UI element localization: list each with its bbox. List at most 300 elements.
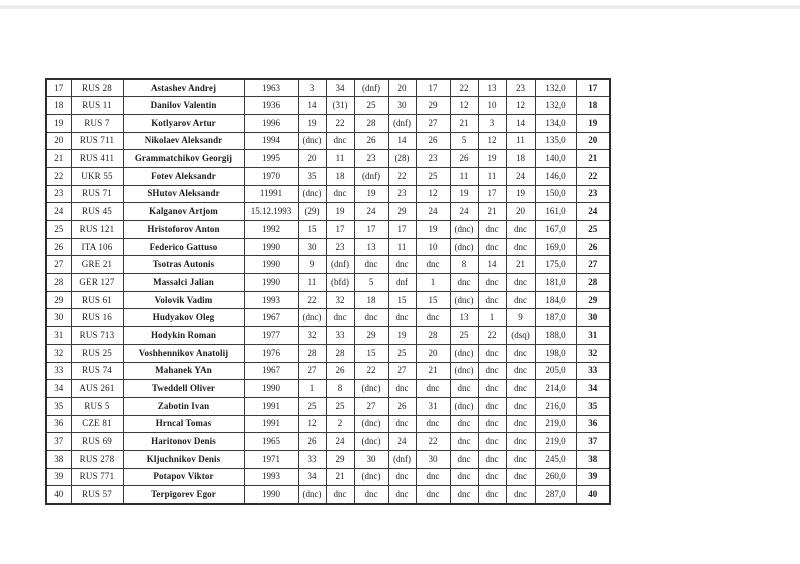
year-cell: 1990 <box>244 274 298 292</box>
race-3-score-cell: (dnc) <box>354 380 388 398</box>
sail-number-cell: RUS 713 <box>71 327 123 345</box>
name-cell: Massalci Jalian <box>123 274 244 292</box>
final-rank-cell: 23 <box>576 185 610 203</box>
sail-number-cell: RUS 69 <box>71 433 123 451</box>
race-6-score-cell: 22 <box>450 79 478 97</box>
race-1-score-cell: 34 <box>298 468 326 486</box>
race-5-score-cell: 23 <box>416 150 450 168</box>
name-cell: Haritonov Denis <box>123 433 244 451</box>
total-points-cell: 175,0 <box>535 256 576 274</box>
rank-cell: 17 <box>46 79 71 97</box>
race-5-score-cell: 28 <box>416 327 450 345</box>
race-2-score-cell: 19 <box>326 203 354 221</box>
table-row <box>46 327 610 345</box>
final-rank-cell: 21 <box>576 150 610 168</box>
rank-cell: 40 <box>46 486 71 504</box>
sail-number-cell: RUS 45 <box>71 203 123 221</box>
race-3-score-cell: 5 <box>354 274 388 292</box>
race-3-score-cell: dnc <box>354 256 388 274</box>
table-row <box>46 362 610 380</box>
total-points-cell: 219,0 <box>535 415 576 433</box>
race-7-score-cell: 1 <box>478 309 506 327</box>
rank-cell: 28 <box>46 274 71 292</box>
rank-cell: 24 <box>46 203 71 221</box>
race-1-score-cell: (dnc) <box>298 185 326 203</box>
year-cell: 1993 <box>244 468 298 486</box>
race-2-score-cell: 11 <box>326 150 354 168</box>
race-1-score-cell: 20 <box>298 150 326 168</box>
name-cell: Kotlyarov Artur <box>123 114 244 132</box>
name-cell: Nikolaev Aleksandr <box>123 132 244 150</box>
rank-cell: 25 <box>46 221 71 239</box>
rank-cell: 18 <box>46 97 71 115</box>
race-1-score-cell: (dnc) <box>298 486 326 504</box>
race-1-score-cell: (dnc) <box>298 309 326 327</box>
total-points-cell: 184,0 <box>535 291 576 309</box>
name-cell: Astashev Andrej <box>123 79 244 97</box>
race-5-score-cell: 26 <box>416 132 450 150</box>
race-3-score-cell: (dnc) <box>354 468 388 486</box>
race-3-score-cell: 19 <box>354 185 388 203</box>
race-7-score-cell: dnc <box>478 221 506 239</box>
year-cell: 1991 <box>244 397 298 415</box>
race-7-score-cell: dnc <box>478 450 506 468</box>
race-3-score-cell: (dnc) <box>354 415 388 433</box>
race-8-score-cell: 11 <box>506 132 535 150</box>
race-5-score-cell: 1 <box>416 274 450 292</box>
race-7-score-cell: 22 <box>478 327 506 345</box>
race-4-score-cell: 23 <box>388 185 416 203</box>
race-7-score-cell: dnc <box>478 397 506 415</box>
total-points-cell: 287,0 <box>535 486 576 504</box>
race-1-score-cell: 14 <box>298 97 326 115</box>
race-6-score-cell: (dnc) <box>450 291 478 309</box>
total-points-cell: 198,0 <box>535 344 576 362</box>
sail-number-cell: RUS 5 <box>71 397 123 415</box>
rank-cell: 26 <box>46 238 71 256</box>
race-5-score-cell: 10 <box>416 238 450 256</box>
race-2-score-cell: 29 <box>326 450 354 468</box>
race-7-score-cell: 13 <box>478 79 506 97</box>
total-points-cell: 169,0 <box>535 238 576 256</box>
name-cell: Voshhennikov Anatolij <box>123 344 244 362</box>
name-cell: Volovik Vadim <box>123 291 244 309</box>
race-3-score-cell: 15 <box>354 344 388 362</box>
sail-number-cell: RUS 25 <box>71 344 123 362</box>
race-1-score-cell: 12 <box>298 415 326 433</box>
race-6-score-cell: (dnc) <box>450 397 478 415</box>
race-4-score-cell: (dnf) <box>388 114 416 132</box>
race-6-score-cell: 13 <box>450 309 478 327</box>
year-cell: 1991 <box>244 415 298 433</box>
race-2-score-cell: dnc <box>326 309 354 327</box>
name-cell: Hudyakov Oleg <box>123 309 244 327</box>
final-rank-cell: 28 <box>576 274 610 292</box>
race-1-score-cell: 27 <box>298 362 326 380</box>
rank-cell: 32 <box>46 344 71 362</box>
race-4-score-cell: dnf <box>388 274 416 292</box>
race-5-score-cell: 17 <box>416 79 450 97</box>
race-4-score-cell: 11 <box>388 238 416 256</box>
race-5-score-cell: 31 <box>416 397 450 415</box>
race-6-score-cell: dnc <box>450 450 478 468</box>
table-row <box>46 238 610 256</box>
name-cell: Mahanek YAn <box>123 362 244 380</box>
race-5-score-cell: 15 <box>416 291 450 309</box>
race-7-score-cell: 12 <box>478 132 506 150</box>
rank-cell: 27 <box>46 256 71 274</box>
race-8-score-cell: dnc <box>506 362 535 380</box>
sail-number-cell: CZE 81 <box>71 415 123 433</box>
race-5-score-cell: 24 <box>416 203 450 221</box>
race-1-score-cell: (dnc) <box>298 132 326 150</box>
race-2-score-cell: (dnf) <box>326 256 354 274</box>
rank-cell: 20 <box>46 132 71 150</box>
race-2-score-cell: dnc <box>326 185 354 203</box>
year-cell: 1990 <box>244 256 298 274</box>
sail-number-cell: AUS 261 <box>71 380 123 398</box>
race-8-score-cell: dnc <box>506 274 535 292</box>
race-4-score-cell: 24 <box>388 433 416 451</box>
race-5-score-cell: 29 <box>416 97 450 115</box>
total-points-cell: 260,0 <box>535 468 576 486</box>
race-2-score-cell: 32 <box>326 291 354 309</box>
name-cell: Hristoforov Anton <box>123 221 244 239</box>
race-7-score-cell: dnc <box>478 238 506 256</box>
sail-number-cell: UKR 55 <box>71 167 123 185</box>
race-4-score-cell: 17 <box>388 221 416 239</box>
race-1-score-cell: 30 <box>298 238 326 256</box>
rank-cell: 37 <box>46 433 71 451</box>
race-5-score-cell: 25 <box>416 167 450 185</box>
year-cell: 1971 <box>244 450 298 468</box>
race-8-score-cell: dnc <box>506 221 535 239</box>
year-cell: 1990 <box>244 238 298 256</box>
race-8-score-cell: 24 <box>506 167 535 185</box>
race-4-score-cell: 30 <box>388 97 416 115</box>
name-cell: Zabotin Ivan <box>123 397 244 415</box>
race-6-score-cell: dnc <box>450 415 478 433</box>
race-5-score-cell: 12 <box>416 185 450 203</box>
name-cell: Tsotras Autonis <box>123 256 244 274</box>
race-2-score-cell: 23 <box>326 238 354 256</box>
race-4-score-cell: (28) <box>388 150 416 168</box>
race-5-score-cell: 27 <box>416 114 450 132</box>
race-3-score-cell: 13 <box>354 238 388 256</box>
race-6-score-cell: (dnc) <box>450 344 478 362</box>
total-points-cell: 140,0 <box>535 150 576 168</box>
race-1-score-cell: 15 <box>298 221 326 239</box>
year-cell: 1967 <box>244 362 298 380</box>
year-cell: 1995 <box>244 150 298 168</box>
name-cell: Federico Gattuso <box>123 238 244 256</box>
final-rank-cell: 17 <box>576 79 610 97</box>
race-8-score-cell: 18 <box>506 150 535 168</box>
race-1-score-cell: 26 <box>298 433 326 451</box>
race-4-score-cell: 26 <box>388 397 416 415</box>
final-rank-cell: 36 <box>576 415 610 433</box>
sail-number-cell: RUS 7 <box>71 114 123 132</box>
race-6-score-cell: 19 <box>450 185 478 203</box>
race-6-score-cell: 21 <box>450 114 478 132</box>
race-8-score-cell: dnc <box>506 238 535 256</box>
race-8-score-cell: dnc <box>506 344 535 362</box>
race-3-score-cell: 28 <box>354 114 388 132</box>
race-8-score-cell: 21 <box>506 256 535 274</box>
race-3-score-cell: 26 <box>354 132 388 150</box>
race-8-score-cell: dnc <box>506 397 535 415</box>
race-5-score-cell: 20 <box>416 344 450 362</box>
sail-number-cell: RUS 57 <box>71 486 123 504</box>
table-row <box>46 433 610 451</box>
sail-number-cell: RUS 711 <box>71 132 123 150</box>
table-row <box>46 167 610 185</box>
name-cell: Potapov Viktor <box>123 468 244 486</box>
table-row <box>46 468 610 486</box>
final-rank-cell: 20 <box>576 132 610 150</box>
race-5-score-cell: dnc <box>416 380 450 398</box>
sail-number-cell: RUS 411 <box>71 150 123 168</box>
total-points-cell: 181,0 <box>535 274 576 292</box>
rank-cell: 38 <box>46 450 71 468</box>
race-6-score-cell: (dnc) <box>450 238 478 256</box>
name-cell: Grammatchikov Georgij <box>123 150 244 168</box>
race-6-score-cell: dnc <box>450 468 478 486</box>
race-7-score-cell: dnc <box>478 362 506 380</box>
sail-number-cell: RUS 278 <box>71 450 123 468</box>
table-row <box>46 221 610 239</box>
total-points-cell: 132,0 <box>535 79 576 97</box>
final-rank-cell: 40 <box>576 486 610 504</box>
race-8-score-cell: dnc <box>506 433 535 451</box>
total-points-cell: 132,0 <box>535 97 576 115</box>
table-row <box>46 185 610 203</box>
table-row <box>46 256 610 274</box>
total-points-cell: 205,0 <box>535 362 576 380</box>
year-cell: 11991 <box>244 185 298 203</box>
rank-cell: 19 <box>46 114 71 132</box>
year-cell: 1976 <box>244 344 298 362</box>
race-7-score-cell: 3 <box>478 114 506 132</box>
name-cell: Kljuchnikov Denis <box>123 450 244 468</box>
sail-number-cell: ITA 106 <box>71 238 123 256</box>
race-4-score-cell: 19 <box>388 327 416 345</box>
rank-cell: 33 <box>46 362 71 380</box>
race-7-score-cell: 17 <box>478 185 506 203</box>
total-points-cell: 135,0 <box>535 132 576 150</box>
race-5-score-cell: dnc <box>416 468 450 486</box>
race-6-score-cell: dnc <box>450 274 478 292</box>
race-4-score-cell: dnc <box>388 468 416 486</box>
race-1-score-cell: 11 <box>298 274 326 292</box>
sail-number-cell: RUS 11 <box>71 97 123 115</box>
total-points-cell: 134,0 <box>535 114 576 132</box>
year-cell: 1993 <box>244 291 298 309</box>
race-7-score-cell: 19 <box>478 150 506 168</box>
race-5-score-cell: 21 <box>416 362 450 380</box>
table-row <box>46 309 610 327</box>
name-cell: Hodykin Roman <box>123 327 244 345</box>
year-cell: 1965 <box>244 433 298 451</box>
race-6-score-cell: 11 <box>450 167 478 185</box>
final-rank-cell: 19 <box>576 114 610 132</box>
race-4-score-cell: (dnf) <box>388 450 416 468</box>
race-6-score-cell: (dnc) <box>450 221 478 239</box>
total-points-cell: 219,0 <box>535 433 576 451</box>
race-8-score-cell: 20 <box>506 203 535 221</box>
final-rank-cell: 29 <box>576 291 610 309</box>
race-7-score-cell: dnc <box>478 468 506 486</box>
table-row <box>46 450 610 468</box>
race-3-score-cell: 18 <box>354 291 388 309</box>
race-8-score-cell: dnc <box>506 291 535 309</box>
race-1-score-cell: 19 <box>298 114 326 132</box>
final-rank-cell: 32 <box>576 344 610 362</box>
race-3-score-cell: 23 <box>354 150 388 168</box>
race-6-score-cell: 5 <box>450 132 478 150</box>
final-rank-cell: 38 <box>576 450 610 468</box>
table-row <box>46 97 610 115</box>
name-cell: Danilov Valentin <box>123 97 244 115</box>
race-6-score-cell: 12 <box>450 97 478 115</box>
race-4-score-cell: 27 <box>388 362 416 380</box>
table-row <box>46 114 610 132</box>
race-5-score-cell: 19 <box>416 221 450 239</box>
rank-cell: 29 <box>46 291 71 309</box>
sail-number-cell: RUS 121 <box>71 221 123 239</box>
race-6-score-cell: 24 <box>450 203 478 221</box>
rank-cell: 34 <box>46 380 71 398</box>
rank-cell: 30 <box>46 309 71 327</box>
race-7-score-cell: dnc <box>478 291 506 309</box>
race-1-score-cell: 3 <box>298 79 326 97</box>
final-rank-cell: 25 <box>576 221 610 239</box>
race-3-score-cell: dnc <box>354 486 388 504</box>
table-row <box>46 274 610 292</box>
race-7-score-cell: dnc <box>478 433 506 451</box>
race-7-score-cell: 11 <box>478 167 506 185</box>
race-3-score-cell: 27 <box>354 397 388 415</box>
total-points-cell: 187,0 <box>535 309 576 327</box>
year-cell: 1967 <box>244 309 298 327</box>
name-cell: Kalganov Artjom <box>123 203 244 221</box>
final-rank-cell: 39 <box>576 468 610 486</box>
race-2-score-cell: 8 <box>326 380 354 398</box>
total-points-cell: 150,0 <box>535 185 576 203</box>
race-4-score-cell: 14 <box>388 132 416 150</box>
total-points-cell: 216,0 <box>535 397 576 415</box>
race-2-score-cell: 33 <box>326 327 354 345</box>
total-points-cell: 167,0 <box>535 221 576 239</box>
final-rank-cell: 24 <box>576 203 610 221</box>
sail-number-cell: RUS 771 <box>71 468 123 486</box>
race-2-score-cell: 22 <box>326 114 354 132</box>
race-4-score-cell: dnc <box>388 256 416 274</box>
rank-cell: 21 <box>46 150 71 168</box>
table-row <box>46 79 610 97</box>
sail-number-cell: GRE 21 <box>71 256 123 274</box>
race-1-score-cell: 32 <box>298 327 326 345</box>
race-7-score-cell: dnc <box>478 486 506 504</box>
rank-cell: 36 <box>46 415 71 433</box>
year-cell: 1963 <box>244 79 298 97</box>
year-cell: 1936 <box>244 97 298 115</box>
rank-cell: 39 <box>46 468 71 486</box>
race-8-score-cell: dnc <box>506 380 535 398</box>
total-points-cell: 161,0 <box>535 203 576 221</box>
table-row <box>46 150 610 168</box>
table-row <box>46 344 610 362</box>
race-2-score-cell: dnc <box>326 486 354 504</box>
sail-number-cell: RUS 28 <box>71 79 123 97</box>
race-2-score-cell: (31) <box>326 97 354 115</box>
race-5-score-cell: dnc <box>416 309 450 327</box>
total-points-cell: 188,0 <box>535 327 576 345</box>
name-cell: Tweddell Oliver <box>123 380 244 398</box>
final-rank-cell: 37 <box>576 433 610 451</box>
name-cell: Hrncal Tomas <box>123 415 244 433</box>
name-cell: SHutov Aleksandr <box>123 185 244 203</box>
final-rank-cell: 34 <box>576 380 610 398</box>
race-5-score-cell: dnc <box>416 486 450 504</box>
race-6-score-cell: 26 <box>450 150 478 168</box>
race-6-score-cell: dnc <box>450 433 478 451</box>
year-cell: 1970 <box>244 167 298 185</box>
name-cell: Fotev Aleksandr <box>123 167 244 185</box>
race-6-score-cell: dnc <box>450 486 478 504</box>
total-points-cell: 146,0 <box>535 167 576 185</box>
race-4-score-cell: dnc <box>388 486 416 504</box>
race-6-score-cell: 8 <box>450 256 478 274</box>
race-2-score-cell: 18 <box>326 167 354 185</box>
race-8-score-cell: dnc <box>506 450 535 468</box>
rank-cell: 31 <box>46 327 71 345</box>
race-1-score-cell: 22 <box>298 291 326 309</box>
race-7-score-cell: 10 <box>478 97 506 115</box>
year-cell: 1990 <box>244 486 298 504</box>
race-1-score-cell: 25 <box>298 397 326 415</box>
race-4-score-cell: dnc <box>388 380 416 398</box>
table-row <box>46 132 610 150</box>
year-cell: 1990 <box>244 380 298 398</box>
results-table-body <box>46 79 610 504</box>
sail-number-cell: RUS 74 <box>71 362 123 380</box>
race-1-score-cell: 35 <box>298 167 326 185</box>
race-3-score-cell: (dnf) <box>354 167 388 185</box>
race-2-score-cell: 24 <box>326 433 354 451</box>
table-row <box>46 291 610 309</box>
race-7-score-cell: 14 <box>478 256 506 274</box>
table-row <box>46 415 610 433</box>
race-2-score-cell: 2 <box>326 415 354 433</box>
race-5-score-cell: 30 <box>416 450 450 468</box>
race-2-score-cell: 17 <box>326 221 354 239</box>
race-3-score-cell: dnc <box>354 309 388 327</box>
table-row <box>46 203 610 221</box>
race-4-score-cell: 20 <box>388 79 416 97</box>
race-1-score-cell: 28 <box>298 344 326 362</box>
race-8-score-cell: 14 <box>506 114 535 132</box>
sail-number-cell: GER 127 <box>71 274 123 292</box>
race-7-score-cell: dnc <box>478 274 506 292</box>
race-6-score-cell: (dnc) <box>450 362 478 380</box>
race-1-score-cell: 33 <box>298 450 326 468</box>
race-6-score-cell: dnc <box>450 380 478 398</box>
race-2-score-cell: 21 <box>326 468 354 486</box>
race-7-score-cell: dnc <box>478 344 506 362</box>
race-5-score-cell: dnc <box>416 415 450 433</box>
race-6-score-cell: 25 <box>450 327 478 345</box>
